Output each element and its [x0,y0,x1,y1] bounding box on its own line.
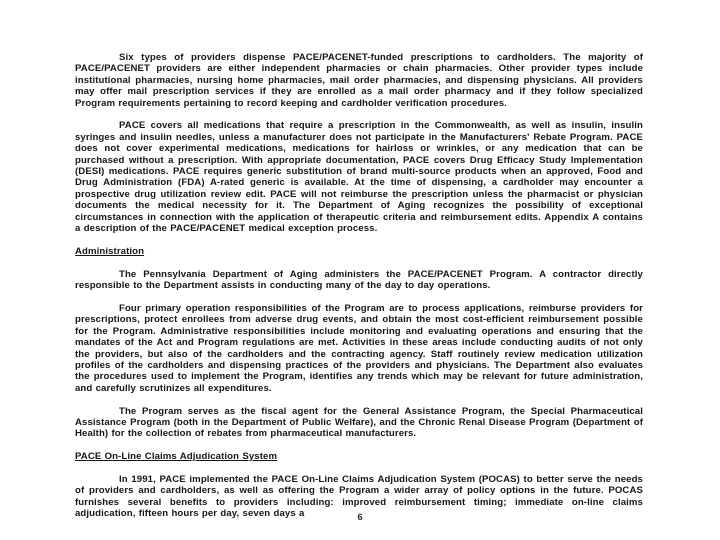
paragraph-claims-system: In 1991, PACE implemented the PACE On-Line Claims Adjudication System (POCAS) to better serve the needs of providers and cardholders, as well as offering the Program a wider array of policy options in the future. POCAS furnishes several benefits to providers including: improved reimbursement timing; immediate on-line claims adjudication, fifteen hours per day, seven days a [75,473,643,520]
paragraph-spacer [75,394,643,405]
paragraph-coverage: PACE covers all medications that require a prescription in the Commonwealth, as well as insulin, insulin syringes and insulin needles, unless a manufacturer does not participate in the Manufacturers' Rebate Program. PACE does not cover experimental medications, medications for hairloss or wrinkles, or any medication that can be purchased without a prescription. With appropriate documentation, PACE covers Drug Efficacy Study Implementation (DESI) medications. PACE requires generic substitution of brand multi-source products when an approved, Food and Drug Administration (FDA) A-rated generic is available. At the time of dispensing, a cardholder may encounter a prospective drug utilization review edit. PACE will not reimburse the prescription unless the pharmacist or physician documents the medical necessity for it. The Department of Aging recognizes the possibility of exceptional circumstances in connection with the application of therapeutic criteria and reimbursement edits. Appendix A contains a description of the PACE/PACENET medical exception process. [75,120,643,235]
paragraph-administration-agency: The Pennsylvania Department of Aging administers the PACE/PACENET Program. A contractor directly responsible to the Department assists in conducting many of the day to day operations. [75,268,643,292]
heading-claims-system: PACE On-Line Claims Adjudication System [75,451,278,463]
paragraph-providers: Six types of providers dispense PACE/PACENET-funded prescriptions to cardholders. The majority of PACE/PACENET providers are either independent pharmacies or chain pharmacies. Other provider types include institutional pharmacies, nursing home pharmacies, mail order pharmacies, and dispensing physicians. All providers may offer mail prescription services if they are enrolled as a mail order pharmacy and if they follow specialized Program requirements pertaining to record keeping and cardholder verification procedures. [75,52,643,109]
page-number: 6 [357,512,363,522]
paragraph-spacer [75,257,643,268]
document-page [75,52,643,520]
paragraph-administration-fiscal-agent: The Program serves as the fiscal agent for the General Assistance Program, the Special Pharmaceutical Assistance Program (both in the Department of Public Welfare), and the Chronic Renal Disease Program (Department of Health) for the collection of rebates from pharmaceutical manufacturers. [75,405,643,440]
paragraph-spacer [75,291,643,302]
paragraph-administration-responsibilities: Four primary operation responsibilities of the Program are to process applications, reimburse providers for prescriptions, protect enrollees from adverse drug events, and obtain the most cost-efficient reimbursement possible for the Program. Administrative responsibilities include monitoring and evaluating operations and ensuring that the mandates of the Act and Program regulations are met. Activities in these areas include conducting audits of not only the providers, but also of the cardholders and the contracting agency. Staff routinely review medication utilization profiles of the cardholders and dispensing practices of the providers and physicians. The Department also evaluates the procedures used to implement the Program, identifies any trends which may be relevant for future administration, and carefully scrutinizes all expenditures. [75,302,643,394]
paragraph-spacer [75,440,643,451]
paragraph-spacer [75,109,643,120]
heading-administration: Administration [75,245,145,257]
paragraph-spacer [75,234,643,245]
paragraph-spacer [75,463,643,474]
